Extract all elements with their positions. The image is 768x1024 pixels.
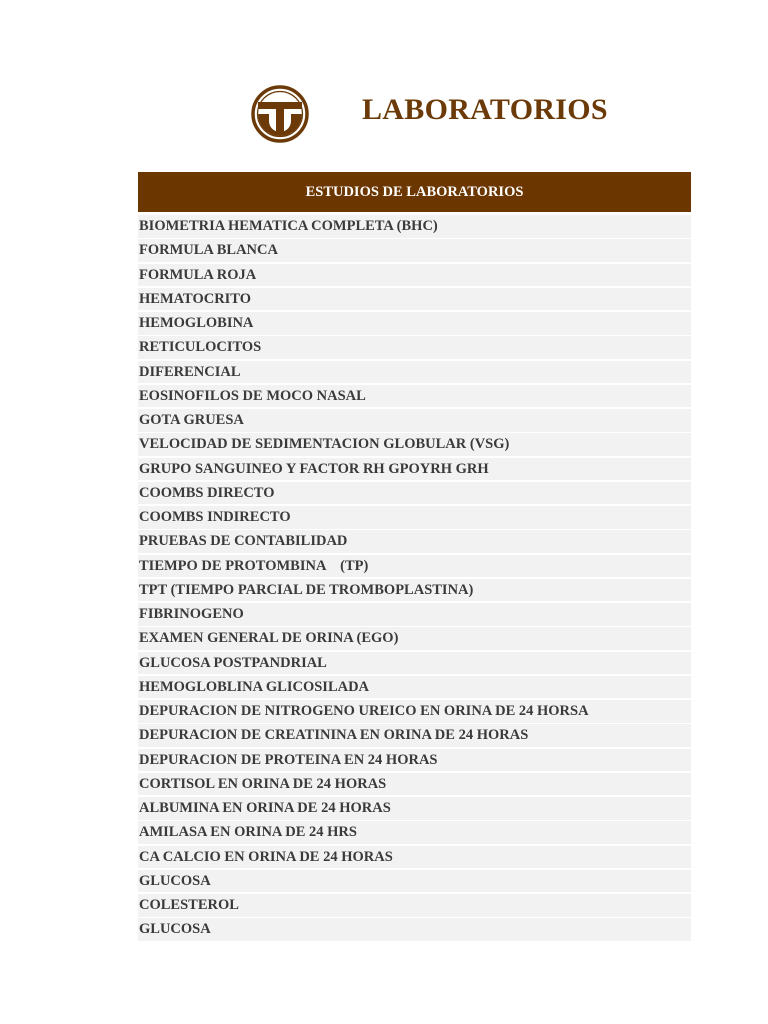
table-row: COOMBS DIRECTO [138, 482, 691, 505]
table-row: HEMOGLOBINA [138, 312, 691, 335]
table-row: FORMULA BLANCA [138, 239, 691, 262]
table-row: DEPURACION DE PROTEINA EN 24 HORAS [138, 749, 691, 772]
table-row: EXAMEN GENERAL DE ORINA (EGO) [138, 627, 691, 650]
table-header: ESTUDIOS DE LABORATORIOS [138, 172, 691, 212]
table-row: EOSINOFILOS DE MOCO NASAL [138, 385, 691, 408]
table-row: PRUEBAS DE CONTABILIDAD [138, 530, 691, 553]
page-title: LABORATORIOS [362, 93, 608, 126]
table-row: COLESTEROL [138, 894, 691, 917]
table-row: GOTA GRUESA [138, 409, 691, 432]
table-row: VELOCIDAD DE SEDIMENTACION GLOBULAR (VSG) [138, 433, 691, 456]
table-row: HEMATOCRITO [138, 288, 691, 311]
table-row: CA CALCIO EN ORINA DE 24 HORAS [138, 846, 691, 869]
table-row: COOMBS INDIRECTO [138, 506, 691, 529]
table-row: DIFERENCIAL [138, 361, 691, 384]
table-row: GLUCOSA [138, 870, 691, 893]
table-row: HEMOGLOBLINA GLICOSILADA [138, 676, 691, 699]
table-row: CORTISOL EN ORINA DE 24 HORAS [138, 773, 691, 796]
laboratory-logo-icon [251, 83, 309, 145]
table-row: GLUCOSA [138, 918, 691, 941]
table-row: DEPURACION DE NITROGENO UREICO EN ORINA DE 24 HORSA [138, 700, 691, 723]
table-row: RETICULOCITOS [138, 336, 691, 359]
lab-studies-table [138, 172, 691, 943]
table-row: TIEMPO DE PROTOMBINA (TP) [138, 555, 691, 578]
table-row: BIOMETRIA HEMATICA COMPLETA (BHC) [138, 215, 691, 238]
table-row: FIBRINOGENO [138, 603, 691, 626]
table-row: FORMULA ROJA [138, 264, 691, 287]
table-row: DEPURACION DE CREATININA EN ORINA DE 24 HORAS [138, 724, 691, 747]
lab-studies-list [138, 215, 691, 941]
table-row: GLUCOSA POSTPANDRIAL [138, 652, 691, 675]
table-row: ALBUMINA EN ORINA DE 24 HORAS [138, 797, 691, 820]
table-row: TPT (TIEMPO PARCIAL DE TROMBOPLASTINA) [138, 579, 691, 602]
table-row: AMILASA EN ORINA DE 24 HRS [138, 821, 691, 844]
table-row: GRUPO SANGUINEO Y FACTOR RH GPOYRH GRH [138, 458, 691, 481]
